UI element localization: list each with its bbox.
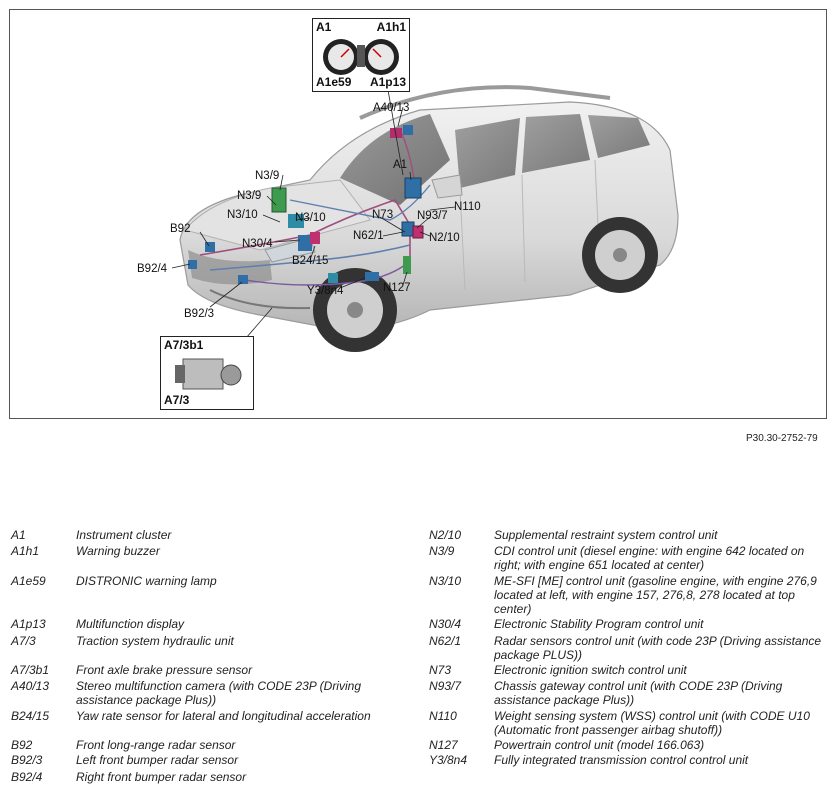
- legend-code: A1h1: [11, 544, 40, 558]
- legend-description: Right front bumper radar sensor: [76, 770, 247, 784]
- legend-description: Traction system hydraulic unit: [76, 634, 234, 648]
- callout-n2-10: N2/10: [429, 232, 460, 244]
- legend-code: A1e59: [11, 574, 46, 588]
- legend-description: Front long-range radar sensor: [76, 738, 236, 752]
- callout-n3-9-top: N3/9: [255, 170, 280, 182]
- legend-code: Y3/8n4: [429, 753, 468, 767]
- legend-code: A1p13: [11, 617, 46, 631]
- legend-code: N3/10: [429, 574, 462, 588]
- legend-description: Yaw rate sensor for lateral and longitudinal acceleration: [76, 709, 371, 723]
- hydraulic-unit-inset: [160, 336, 254, 410]
- inset-label-a1h1: A1h1: [376, 20, 406, 34]
- callout-n62-1: N62/1: [353, 230, 384, 242]
- legend-code: A1: [11, 528, 26, 542]
- legend-description: Warning buzzer: [76, 544, 160, 558]
- callout-y3-8n4: Y3/8n4: [307, 285, 344, 297]
- legend-code: A7/3b1: [11, 663, 50, 677]
- legend-description: Front axle brake pressure sensor: [76, 663, 253, 677]
- callout-a40-13: A40/13: [373, 102, 410, 114]
- figure-reference-code: P30.30-2752-79: [746, 433, 818, 444]
- legend-description: DISTRONIC warning lamp: [76, 574, 217, 588]
- legend-code: N73: [429, 663, 452, 677]
- inset-label-a1p13: A1p13: [369, 75, 406, 89]
- component-location-figure: [9, 9, 827, 419]
- cluster-gauges-icon: [313, 35, 409, 79]
- hydraulic-unit-icon: [161, 353, 253, 395]
- legend-description: Fully integrated transmission control control unit: [494, 753, 749, 767]
- legend-code: A40/13: [11, 679, 50, 693]
- callout-n93-7: N93/7: [417, 210, 448, 222]
- legend-code: N3/9: [429, 544, 455, 558]
- callout-n3-10-left: N3/10: [227, 209, 258, 221]
- legend-description: Stereo multifunction camera (with CODE 23P (Driving assistance package Plus)): [76, 679, 361, 707]
- callout-n3-10-right: N3/10: [295, 212, 326, 224]
- callout-n110: N110: [454, 201, 481, 213]
- callout-n73: N73: [372, 209, 394, 221]
- callout-b92: B92: [170, 223, 191, 235]
- legend-description: Electronic Stability Program control unit: [494, 617, 704, 631]
- legend-description: Instrument cluster: [76, 528, 172, 542]
- legend-description: Weight sensing system (WSS) control unit (with CODE U10 (Automatic front passenger airbag shutoff)): [494, 709, 810, 737]
- callout-n3-9: N3/9: [237, 190, 262, 202]
- legend-description: Powertrain control unit (model 166.063): [494, 738, 705, 752]
- callout-n30-4: N30/4: [242, 238, 273, 250]
- inset-label-a7-3b1: A7/3b1: [164, 338, 204, 352]
- legend-description: CDI control unit (diesel engine: with engine 642 located on right; with engine 651 located at center): [494, 544, 805, 572]
- legend-description: Radar sensors control unit (with code 23P (Driving assistance package PLUS)): [494, 634, 822, 662]
- legend-code: N110: [429, 709, 457, 723]
- legend-code: N62/1: [429, 634, 462, 648]
- legend-code: B24/15: [11, 709, 50, 723]
- legend-code: N2/10: [429, 528, 462, 542]
- legend-description: Electronic ignition switch control unit: [494, 663, 687, 677]
- callout-a1: A1: [393, 159, 408, 171]
- legend-description: Left front bumper radar sensor: [76, 753, 239, 767]
- callout-b24-15: B24/15: [292, 255, 329, 267]
- legend-code: N127: [429, 738, 458, 752]
- legend-code: B92: [11, 738, 33, 752]
- legend-description: ME-SFI [ME] control unit (gasoline engine, with engine 276,9 located at left, with engine 157, 276,8, 278 located at top center): [494, 574, 817, 616]
- instrument-cluster-inset: [312, 18, 410, 92]
- callout-b92-3: B92/3: [184, 308, 215, 320]
- legend-description: Multifunction display: [76, 617, 185, 631]
- inset-label-a7-3: A7/3: [164, 393, 190, 407]
- inset-label-a1: A1: [316, 20, 332, 34]
- legend-code: N93/7: [429, 679, 462, 693]
- inset-label-a1e59: A1e59: [316, 75, 352, 89]
- legend-description: Supplemental restraint system control unit: [494, 528, 718, 542]
- callout-n127: N127: [383, 282, 411, 294]
- legend-code: B92/3: [11, 753, 43, 767]
- legend-code: N30/4: [429, 617, 462, 631]
- legend-description: Chassis gateway control unit (with CODE 23P (Driving assistance package Plus)): [494, 679, 783, 707]
- callout-b92-4: B92/4: [137, 263, 168, 275]
- legend-code: A7/3: [11, 634, 36, 648]
- legend-code: B92/4: [11, 770, 43, 784]
